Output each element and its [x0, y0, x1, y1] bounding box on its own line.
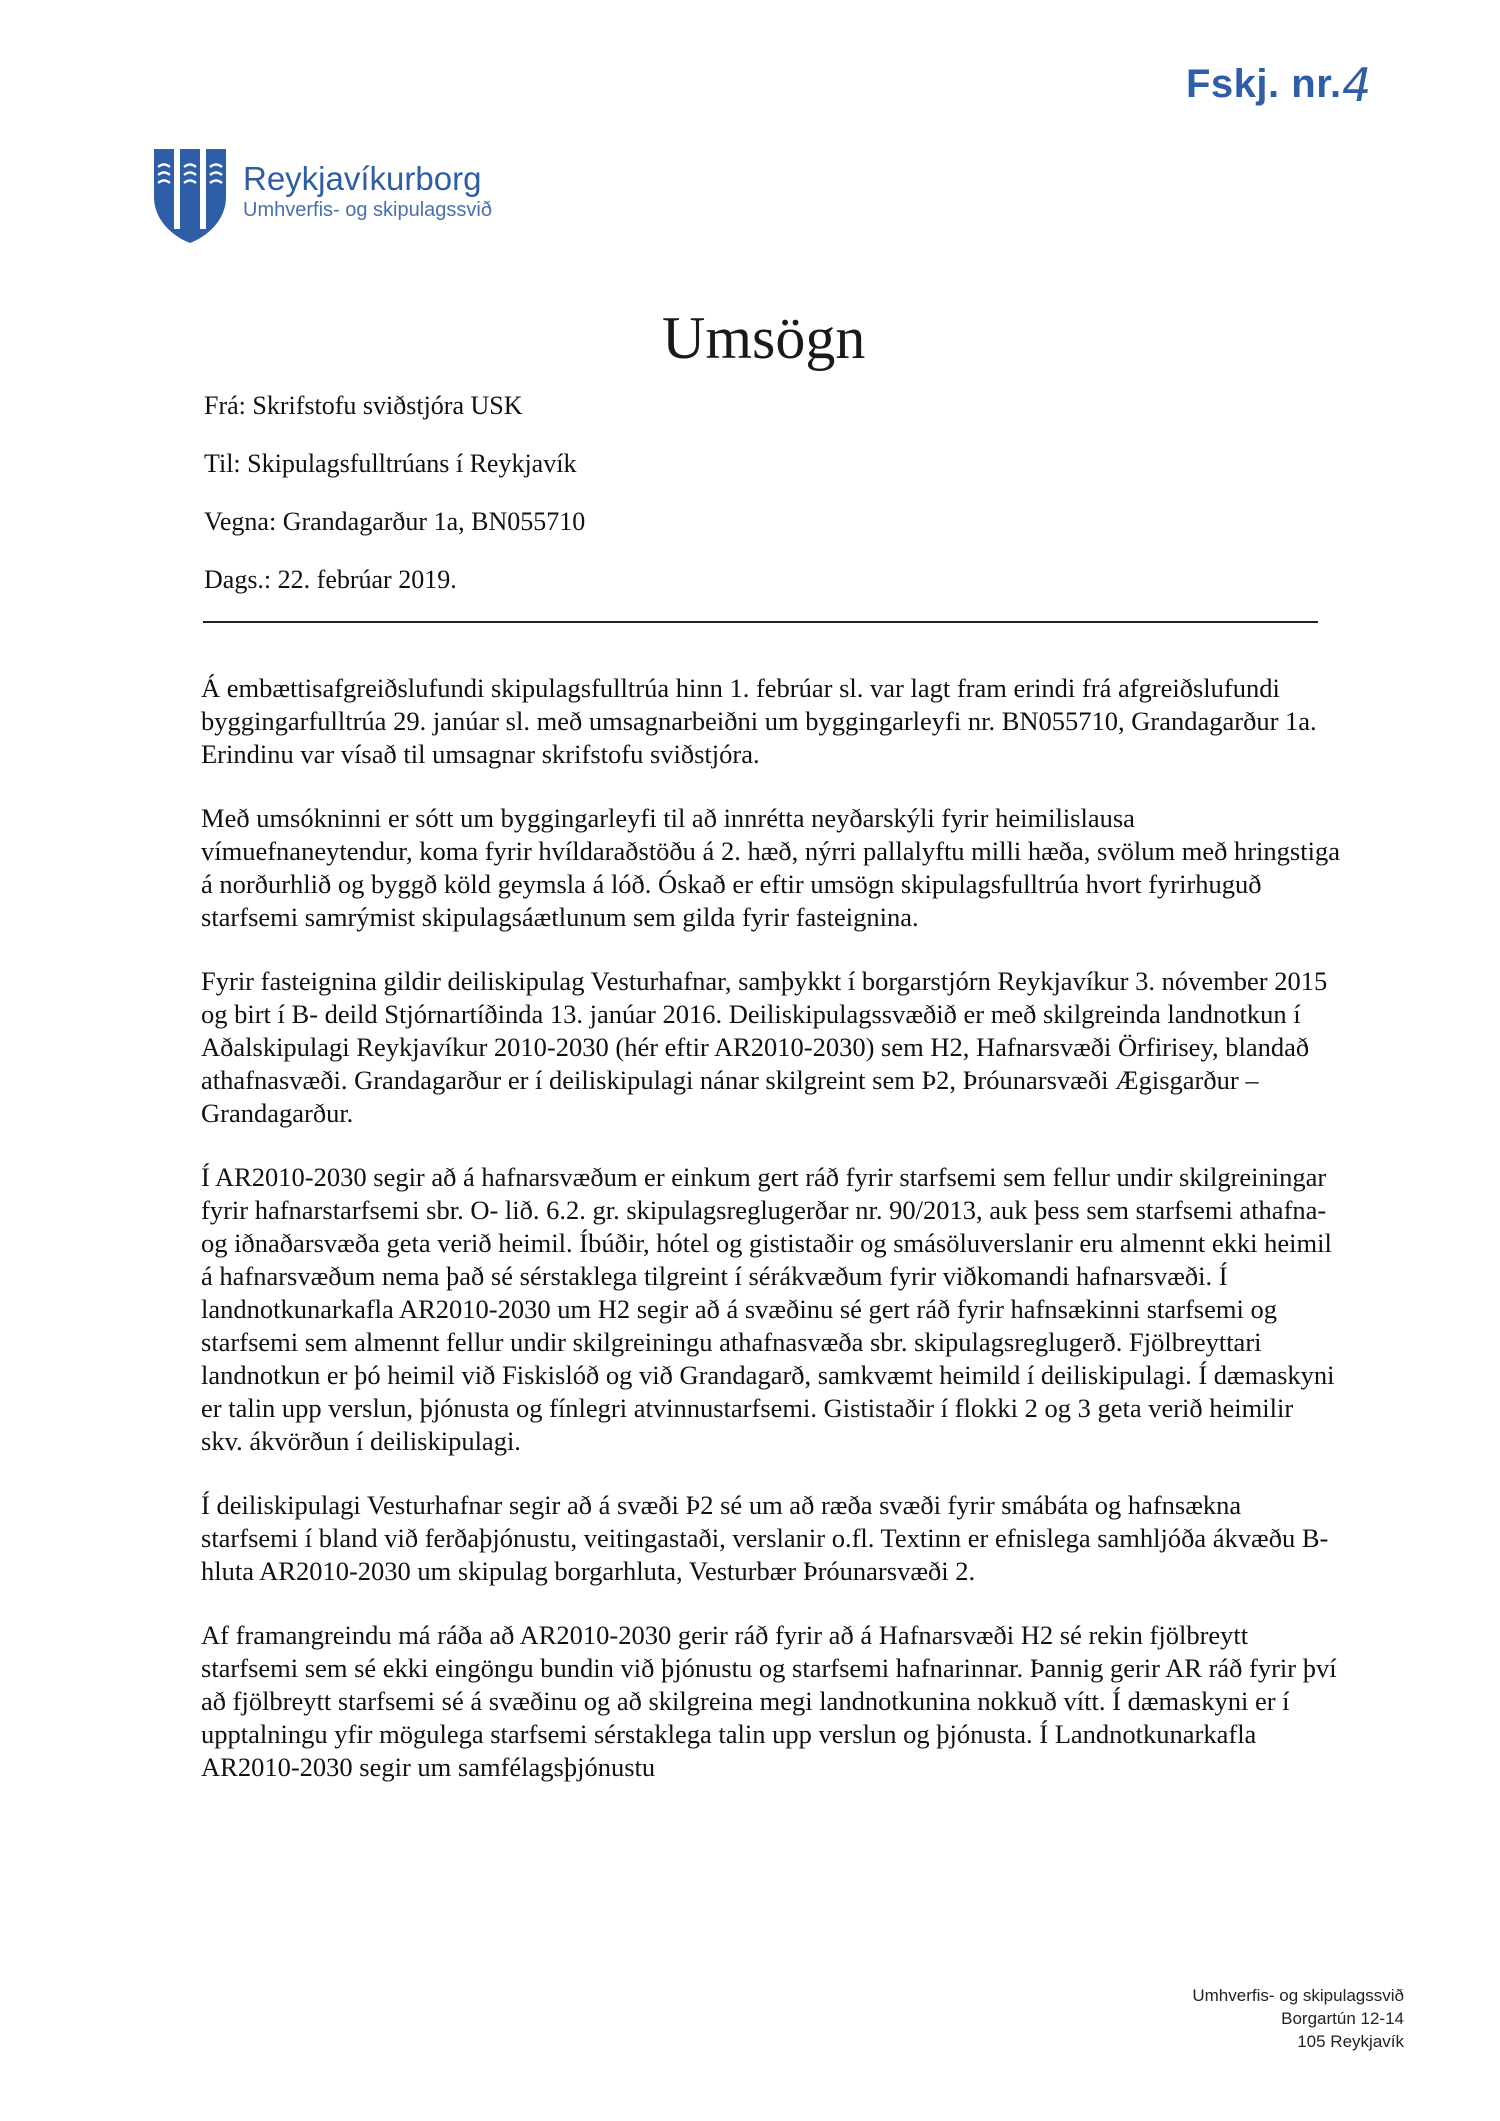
footer-department: Umhverfis- og skipulagssvið: [1192, 1986, 1404, 2005]
reykjavik-coat-of-arms-icon: [150, 145, 230, 245]
footer-street: Borgartún 12-14: [1281, 2009, 1404, 2028]
body-paragraph: Með umsókninni er sótt um byggingarleyfi til að innrétta neyðarskýli fyrir heimilislausa vímuefnaneytendur, koma fyrir hvíldaraðstöðu á 2. hæð, nýrri pallalyftu milli hæða, svölum með hringstiga á norðurhlið og byggð köld geymsla á lóð. Óskað er eftir umsögn skipulagsfulltrúa hvort fyrirhuguð starfsemi samrýmist skipulagsáætlunum sem gilda fyrir fasteignina.: [201, 803, 1340, 932]
body-paragraph: Fyrir fasteignina gildir deiliskipulag Vesturhafnar, samþykkt í borgarstjórn Reykjavíkur 3. nóvember 2015 og birt í B- deild Stjórnartíðinda 13. janúar 2016. Deiliskipulagssvæðið er með skilgreinda landnotkun í Aðalskipulagi Reykjavíkur 2010-2030 (hér eftir AR2010-2030) sem H2, Hafnarsvæði Örfirisey, blandað athafnasvæði. Grandagarður er í deiliskipulagi nánar skilgreint sem Þ2, Þróunarsvæði Ægisgarður – Grandagarður.: [201, 966, 1328, 1128]
footer-address: [1192, 1984, 1404, 2053]
body-paragraph: Í deiliskipulagi Vesturhafnar segir að á svæði Þ2 sé um að ræða svæði fyrir smábáta og hafnsækna starfsemi í bland við ferðaþjónustu, veitingastaði, verslanir o.fl. Textinn er efnislega samhljóða ákvæðu B- hluta AR2010-2030 um skipulag borgarhluta, Vesturbær Þróunarsvæði 2.: [201, 1490, 1329, 1586]
organization-name: Reykjavíkurborg: [243, 160, 482, 197]
meta-from: Frá: Skrifstofu sviðstjóra USK: [204, 391, 523, 420]
body-paragraph: Af framangreindu má ráða að AR2010-2030 gerir ráð fyrir að á Hafnarsvæði H2 sé rekin fjölbreytt starfsemi sem sé ekki eingöngu bundin við þjónustu og starfsemi hafnarinnar. Þannig gerir AR ráð fyrir því að fjölbreytt starfsemi sé á svæðinu og að skilgreina megi landnotkunina nokkuð vítt. Í dæmaskyni er í upptalningu yfir mögulega starfsemi sérstaklega talin upp verslun og þjónusta. Í Landnotkunarkafla AR2010-2030 segir um samfélagsþjónustu: [201, 1620, 1337, 1782]
meta-to: Til: Skipulagsfulltrúans í Reykjavík: [204, 449, 577, 478]
attachment-stamp-number: 4: [1342, 58, 1372, 112]
meta-regarding: Vegna: Grandagarður 1a, BN055710: [204, 507, 586, 536]
body-paragraph: Í AR2010-2030 segir að á hafnarsvæðum er einkum gert ráð fyrir starfsemi sem fellur undir skilgreiningar fyrir hafnarstarfsemi sbr. O- lið. 6.2. gr. skipulagsreglugerðar nr. 90/2013, auk þess sem starfsemi athafna- og iðnaðarsvæða geta verið heimil. Íbúðir, hótel og gististaðir og smásöluverslanir eru almennt ekki heimil á hafnarsvæðum nema það sé sérstaklega tilgreint í sérákvæðum fyrir viðkomandi hafnarsvæði. Í landnotkunarkafla AR2010-2030 um H2 segir að á svæðinu sé gert ráð fyrir hafnsækinni starfsemi og starfsemi sem almennt fellur undir skilgreiningu athafnasvæða sbr. skipulagsreglugerð. Fjölbreyttari landnotkun er þó heimil við Fiskislóð og við Grandagarð, samkvæmt heimild í deiliskipulagi. Í dæmaskyni er talin upp verslun, þjónusta og fínlegri atvinnustarfsemi. Gististaðir í flokki 2 og 3 geta verið heimilir skv. ákvörðun í deiliskipulagi.: [201, 1162, 1335, 1456]
header-divider: [203, 621, 1318, 623]
organization-department: Umhverfis- og skipulagssvið: [243, 199, 492, 221]
body-paragraph: Á embættisafgreiðslufundi skipulagsfulltrúa hinn 1. febrúar sl. var lagt fram erindi frá afgreiðslufundi byggingarfulltrúa 29. janúar sl. með umsagnarbeiðni um byggingarleyfi nr. BN055710, Grandagarður 1a. Erindinu var vísað til umsagnar skrifstofu sviðstjóra.: [201, 673, 1317, 769]
document-body: [201, 672, 1341, 1815]
document-meta: [204, 388, 585, 620]
attachment-stamp-label: Fskj. nr.: [1186, 62, 1342, 106]
document-title: Umsögn: [662, 305, 866, 371]
footer-city: 105 Reykjavík: [1297, 2032, 1404, 2051]
meta-date: Dags.: 22. febrúar 2019.: [204, 565, 457, 594]
organization-header: [243, 160, 492, 222]
